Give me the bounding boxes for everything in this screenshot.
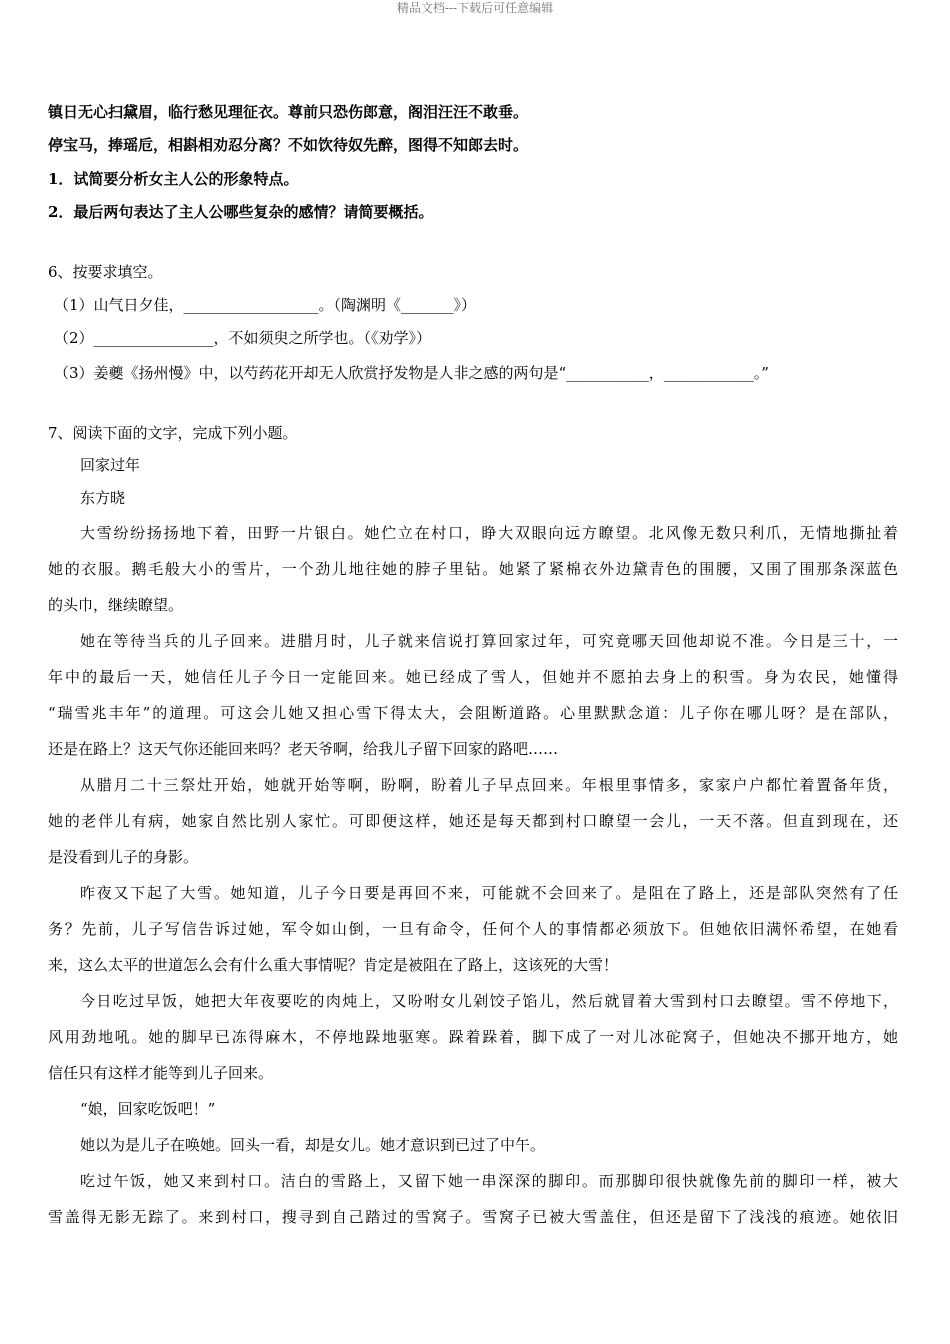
question-6-item-2: （2）________________，不如须臾之所学也。（《劝学》） <box>54 329 432 347</box>
question-6-title: 6、按要求填空。 <box>48 263 163 281</box>
article-title: 回家过年 <box>80 456 141 474</box>
page-header: 精品文档---下载后可任意编辑 <box>396 1 554 15</box>
paragraph-line: 她以为是儿子在唤她。回头一看，却是女儿。她才意识到已过了中午。 <box>80 1136 546 1154</box>
paragraph-line: 从腊月二十三祭灶开始，她就开始等啊，盼啊，盼着儿子早点回来。年根里事情多，家家户户都忙着置备年货， <box>80 776 898 794</box>
paragraph-line: 大雪纷纷扬扬地下着，田野一片银白。她伫立在村口，睁大双眼向远方瞭望。北风像无数只利爪，无情地撕扯着 <box>80 524 898 542</box>
paragraph-line: 来，这么太平的世道怎么会有什么重大事情呢？肯定是被阻在了路上，这该死的大雪！ <box>48 956 619 974</box>
question-6-item-1: （1）山气日夕佳，__________________。（陶渊明《_______》） <box>54 296 477 314</box>
paragraph-line: 务？先前，儿子写信告诉过她，军令如山倒，一旦有命令，任何个人的事情都必须放下。但她依旧满怀希望，在她看 <box>48 920 898 938</box>
paragraph-line: 今日吃过早饭，她把大年夜要吃的肉炖上，又吩咐女儿剁饺子馅儿，然后就冒着大雪到村口去瞭望。雪不停地下， <box>80 992 898 1010</box>
paragraph-line: 信任只有这样才能等到儿子回来。 <box>48 1064 274 1082</box>
question-5-item-1: 1．试简要分析女主人公的形象特点。 <box>48 170 299 188</box>
paragraph-line: 风用劲地吼。她的脚早已冻得麻木，不停地跺地驱寒。跺着跺着，脚下成了一对儿冰砣窝子，但她决不挪开地方，她 <box>48 1028 898 1046</box>
paragraph-line: 雪盖得无影无踪了。来到村口，搜寻到自己踏过的雪窝子。雪窝子已被大雪盖住，但还是留下了浅浅的痕迹。她依旧 <box>48 1208 898 1226</box>
paragraph-line: 吃过午饭，她又来到村口。洁白的雪路上，又留下她一串深深的脚印。而那脚印很快就像先前的脚印一样，被大 <box>80 1172 898 1190</box>
question-5-item-2: 2．最后两句表达了主人公哪些复杂的感情？请简要概括。 <box>48 203 434 221</box>
question-6-item-3: （3）姜夔《扬州慢》中，以芍药花开却无人欣赏抒发物是人非之感的两句是“___________，____________。” <box>54 364 769 382</box>
paragraph-line: 年中的最后一天，她信任儿子今日一定能回来。她已经成了雪人，但她并不愿拍去身上的积雪。身为农民，她懂得 <box>48 668 898 686</box>
paragraph-line: 昨夜又下起了大雪。她知道，儿子今日要是再回不来，可能就不会回来了。是阻在了路上，还是部队突然有了任 <box>80 884 898 902</box>
paragraph-line: 她的老伴儿有病，她家自然比别人家忙。可即便这样，她还是每天都到村口瞭望一会儿，一天不落。但直到现在，还 <box>48 812 898 830</box>
paragraph-line: 她在等待当兵的儿子回来。进腊月时，儿子就来信说打算回家过年，可究竟哪天回他却说不准。今日是三十，一 <box>80 632 898 650</box>
paragraph-line: 还是在路上？这天气你还能回来吗？老天爷啊，给我儿子留下回家的路吧…… <box>48 740 559 758</box>
poem-line-2: 停宝马，捧瑶卮，相斟相劝忍分离？不如饮待奴先醉，图得不知郎去时。 <box>48 136 529 154</box>
paragraph-line: 是没看到儿子的身影。 <box>48 848 199 866</box>
paragraph-line: “娘，回家吃饭吧！” <box>80 1100 216 1118</box>
poem-line-1: 镇日无心扫黛眉，临行愁见理征衣。尊前只恐伤郎意，阁泪汪汪不敢垂。 <box>48 103 529 121</box>
question-7-title: 7、阅读下面的文字，完成下列小题。 <box>48 424 298 442</box>
paragraph-line: “瑞雪兆丰年”的道理。可这会儿她又担心雪下得太大，会阻断道路。心里默默念道：儿子你在哪儿呀？是在部队， <box>48 704 898 722</box>
paragraph-line: 她的衣服。鹅毛般大小的雪片，一个劲儿地往她的脖子里钻。她紧了紧棉衣外边黛青色的围腰，又围了围那条深蓝色 <box>48 560 898 578</box>
paragraph-line: 的头巾，继续瞭望。 <box>48 596 184 614</box>
article-author: 东方晓 <box>80 489 126 507</box>
